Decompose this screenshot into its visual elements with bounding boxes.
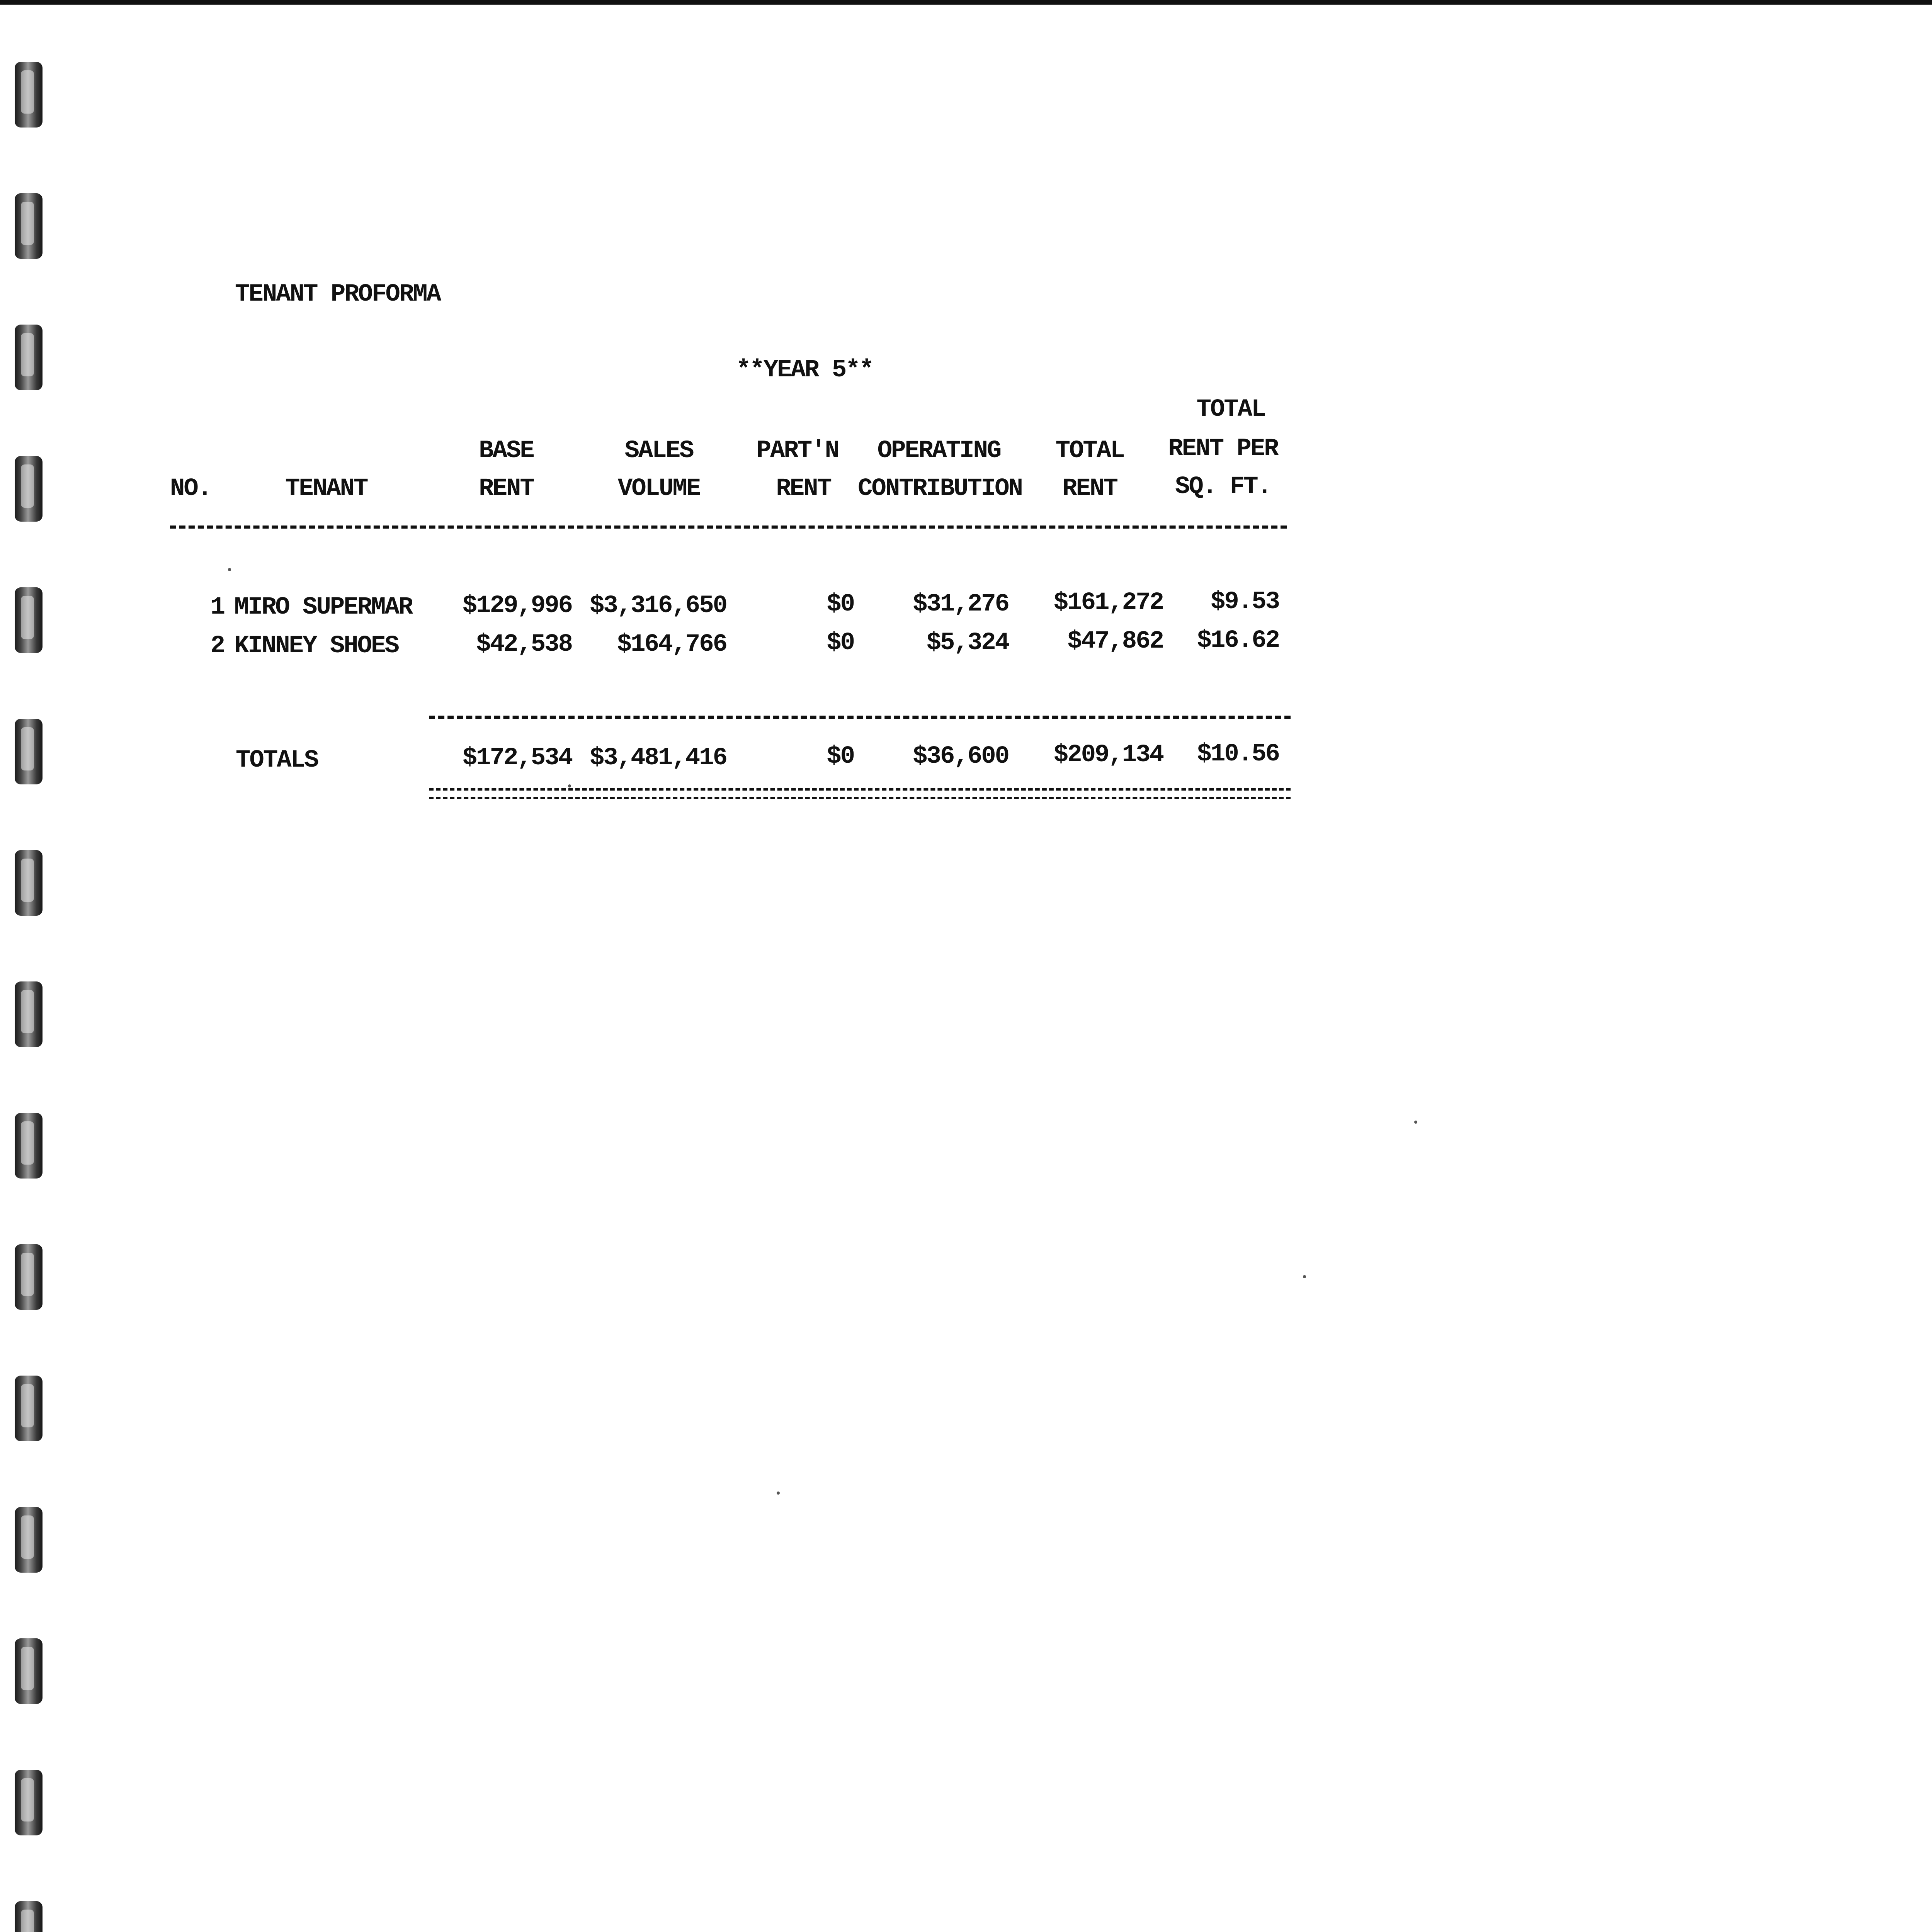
header-divider bbox=[170, 526, 1287, 529]
header-sales-volume-line2: VOLUME bbox=[617, 475, 700, 503]
header-rent-per-sqft-line2: RENT PER bbox=[1168, 435, 1278, 463]
scan-speck bbox=[777, 1492, 780, 1495]
header-operating-contribution-line1: OPERATING bbox=[877, 437, 1001, 465]
header-tenant: TENANT bbox=[285, 475, 367, 503]
row-partn-rent: $0 bbox=[827, 629, 854, 657]
feed-hole-icon bbox=[15, 587, 43, 653]
header-total-rent-line2: RENT bbox=[1062, 475, 1117, 503]
feed-hole-icon bbox=[15, 62, 43, 128]
feed-hole-icon bbox=[15, 1113, 43, 1179]
feed-hole-icon bbox=[15, 193, 43, 259]
row-total-rent: $161,272 bbox=[1053, 589, 1163, 617]
totals-sales-volume: $3,481,416 bbox=[589, 744, 726, 772]
scan-edge-top bbox=[0, 0, 1932, 5]
row-rent-per-sqft: $16.62 bbox=[1197, 627, 1279, 655]
totals-rent-per-sqft: $10.56 bbox=[1197, 740, 1279, 768]
feed-hole-icon bbox=[15, 325, 43, 390]
header-rent-per-sqft-line1: TOTAL bbox=[1196, 396, 1265, 423]
feed-hole-icon bbox=[15, 1507, 43, 1573]
feed-hole-icon bbox=[15, 1376, 43, 1441]
scan-speck bbox=[228, 568, 231, 571]
totals-double-rule bbox=[429, 788, 1291, 799]
header-rent-per-sqft-line3: SQ. FT. bbox=[1175, 473, 1271, 501]
scan-speck bbox=[568, 784, 571, 787]
totals-label: TOTALS bbox=[236, 747, 318, 774]
scan-speck bbox=[1414, 1121, 1417, 1124]
totals-divider bbox=[429, 716, 1291, 719]
feed-hole-icon bbox=[15, 456, 43, 522]
header-operating-contribution-line2: CONTRIBUTION bbox=[858, 475, 1022, 503]
row-tenant: MIRO SUPERMAR bbox=[234, 594, 412, 621]
totals-base-rent: $172,534 bbox=[462, 744, 572, 772]
row-operating-contribution: $5,324 bbox=[926, 629, 1009, 657]
feed-hole-icon bbox=[15, 1901, 43, 1932]
feed-hole-icon bbox=[15, 1638, 43, 1704]
header-partn-rent-line1: PART'N bbox=[756, 437, 838, 465]
row-base-rent: $129,996 bbox=[462, 592, 572, 620]
row-sales-volume: $3,316,650 bbox=[589, 592, 726, 620]
feed-hole-icon bbox=[15, 719, 43, 784]
header-partn-rent-line2: RENT bbox=[776, 475, 831, 503]
feed-hole-icon bbox=[15, 850, 43, 916]
row-operating-contribution: $31,276 bbox=[913, 590, 1009, 618]
row-tenant: KINNEY SHOES bbox=[234, 632, 398, 660]
header-base-rent-line1: BASE bbox=[479, 437, 534, 465]
header-sales-volume-line1: SALES bbox=[624, 437, 693, 465]
period-label: **YEAR 5** bbox=[736, 356, 873, 384]
row-total-rent: $47,862 bbox=[1067, 628, 1163, 655]
header-base-rent-line2: RENT bbox=[479, 475, 534, 503]
header-total-rent-line1: TOTAL bbox=[1055, 437, 1124, 465]
row-partn-rent: $0 bbox=[827, 590, 854, 618]
row-sales-volume: $164,766 bbox=[617, 631, 726, 658]
row-rent-per-sqft: $9.53 bbox=[1210, 588, 1279, 616]
totals-partn-rent: $0 bbox=[827, 743, 854, 770]
row-no: 1 bbox=[210, 594, 224, 621]
feed-hole-icon bbox=[15, 1770, 43, 1835]
row-no: 2 bbox=[210, 632, 224, 660]
feed-hole-icon bbox=[15, 1244, 43, 1310]
totals-total-rent: $209,134 bbox=[1053, 741, 1163, 769]
feed-hole-icon bbox=[15, 981, 43, 1047]
document-title: TENANT PROFORMA bbox=[235, 281, 440, 308]
scan-speck bbox=[1303, 1275, 1306, 1278]
totals-operating-contribution: $36,600 bbox=[913, 743, 1009, 770]
header-no: NO. bbox=[170, 475, 211, 503]
row-base-rent: $42,538 bbox=[476, 631, 572, 658]
